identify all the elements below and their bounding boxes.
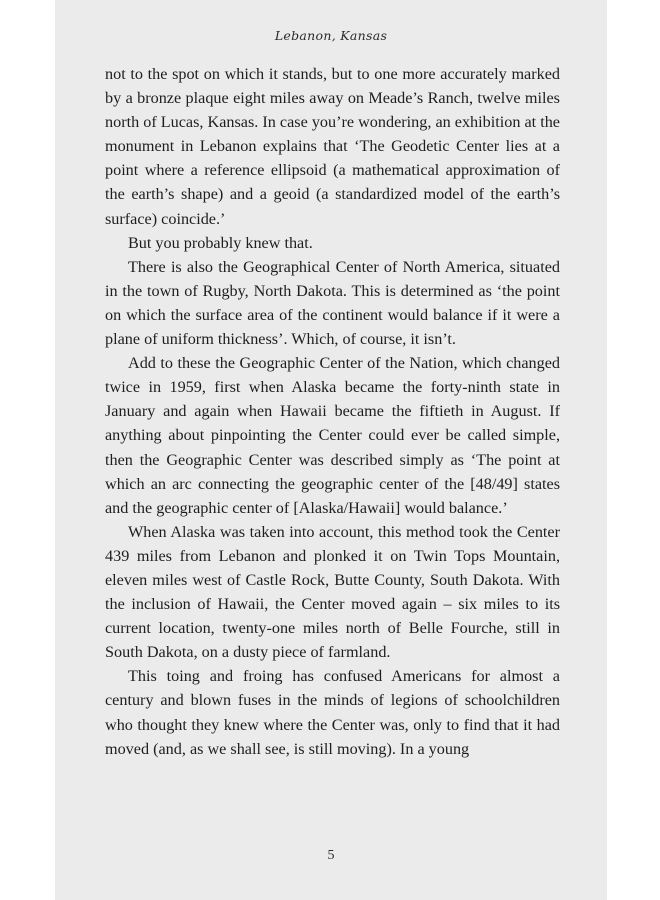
paragraph: not to the spot on which it stands, but to one more accurately marked by a bronze plaque eight miles away on Meade’s Ranch, twelve miles north of Lucas, Kansas. In case you’re wondering, an exhibition at the monument in Lebanon explains that ‘The Geodetic Center lies at a point where a reference ellipsoid (a mathematical approximation of the earth’s shape) and a geoid (a standardized model of the earth’s surface) coincide.’ (105, 65, 560, 228)
body-text (105, 62, 560, 761)
paragraph: This toing and froing has confused Americans for almost a century and blown fuses in the minds of legions of schoolchildren who thought they knew where the Center was, only to find that it had moved (and, as we shall see, is still moving). In a young (105, 667, 560, 758)
paragraph: Add to these the Geographic Center of the Nation, which changed twice in 1959, first when Alaska became the forty-ninth state in January and again when Hawaii became the fiftieth in August. If anything about pinpointing the Center could ever be called simple, then the Geographic Center was described simply as ‘The point at which an arc connecting the geographic center of the [48/49] states and the geographic center of [Alaska/Hawaii] would balance.’ (105, 354, 560, 517)
book-page (55, 0, 607, 900)
paragraph: When Alaska was taken into account, this method took the Center 439 miles from Lebanon and plonked it on Twin Tops Mountain, eleven miles west of Castle Rock, Butte County, South Dakota. With the inclusion of Hawaii, the Center moved again – six miles to its current location, twenty-one miles north of Belle Fourche, still in South Dakota, on a dusty piece of farmland. (105, 522, 560, 662)
running-header: Lebanon, Kansas (274, 28, 388, 43)
paragraph: But you probably knew that. (128, 233, 313, 252)
paragraph: There is also the Geographical Center of North America, situated in the town of Rugby, North Dakota. This is determined as ‘the point on which the surface area of the continent would balance if it were a plane of uniform thickness’. Which, of course, it isn’t. (105, 257, 560, 349)
page-number: 5 (327, 848, 335, 863)
